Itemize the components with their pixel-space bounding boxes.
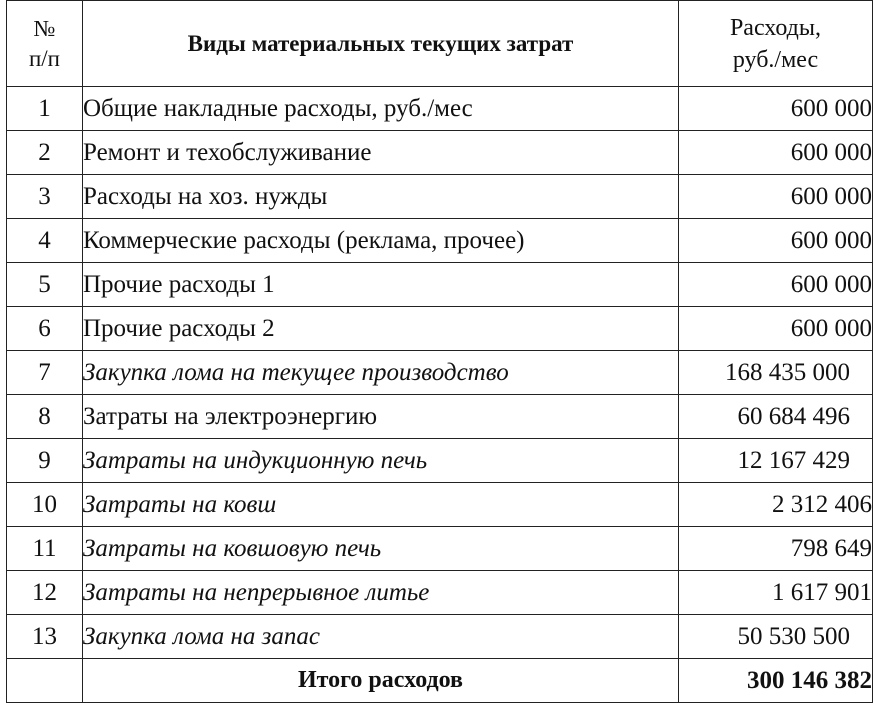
row-number: 1 xyxy=(7,87,83,131)
row-expense-value: 60 684 496 xyxy=(679,395,873,439)
row-cost-type: Закупка лома на запас xyxy=(83,615,679,659)
row-expense-value: 600 000 xyxy=(679,219,873,263)
table-row xyxy=(7,175,873,219)
row-number: 7 xyxy=(7,351,83,395)
row-expense-value: 1 617 901 xyxy=(679,571,873,615)
header-number-abbr: п/п xyxy=(28,45,60,71)
row-cost-type: Затраты на непрерывное литье xyxy=(83,571,679,615)
header-expenses-title: Расходы, xyxy=(729,14,822,41)
table-row xyxy=(7,263,873,307)
row-expense-value: 600 000 xyxy=(679,263,873,307)
row-number: 12 xyxy=(7,571,83,615)
row-cost-type: Прочие расходы 1 xyxy=(83,263,679,307)
header-number-symbol: № xyxy=(33,15,56,41)
header-expenses-unit: руб./мес xyxy=(732,46,819,73)
table-row xyxy=(7,571,873,615)
header-number xyxy=(7,1,83,87)
row-cost-type: Закупка лома на текущее производство xyxy=(83,351,679,395)
table-row xyxy=(7,307,873,351)
table-row xyxy=(7,219,873,263)
total-row xyxy=(7,659,873,703)
row-number: 5 xyxy=(7,263,83,307)
row-expense-value: 600 000 xyxy=(679,175,873,219)
table-row xyxy=(7,439,873,483)
total-value: 300 146 382 xyxy=(679,659,873,703)
row-cost-type: Общие накладные расходы, руб./мес xyxy=(83,87,679,131)
row-expense-value: 2 312 406 xyxy=(679,483,873,527)
row-cost-type: Затраты на ковшовую печь xyxy=(83,527,679,571)
row-cost-type: Расходы на хоз. нужды xyxy=(83,175,679,219)
row-cost-type: Прочие расходы 2 xyxy=(83,307,679,351)
header-cost-type: Виды материальных текущих затрат xyxy=(83,1,679,87)
row-number: 4 xyxy=(7,219,83,263)
row-expense-value: 12 167 429 xyxy=(679,439,873,483)
header-row xyxy=(7,1,873,87)
row-number: 10 xyxy=(7,483,83,527)
row-expense-value: 168 435 000 xyxy=(679,351,873,395)
header-expenses xyxy=(679,1,873,87)
row-cost-type: Затраты на индукционную печь xyxy=(83,439,679,483)
row-number: 2 xyxy=(7,131,83,175)
row-cost-type: Ремонт и техобслуживание xyxy=(83,131,679,175)
row-expense-value: 798 649 xyxy=(679,527,873,571)
table-row xyxy=(7,87,873,131)
row-cost-type: Коммерческие расходы (реклама, прочее) xyxy=(83,219,679,263)
table-row xyxy=(7,395,873,439)
row-number: 8 xyxy=(7,395,83,439)
table-row xyxy=(7,483,873,527)
row-expense-value: 600 000 xyxy=(679,131,873,175)
row-expense-value: 50 530 500 xyxy=(679,615,873,659)
row-number: 13 xyxy=(7,615,83,659)
row-number: 9 xyxy=(7,439,83,483)
row-number: 3 xyxy=(7,175,83,219)
row-expense-value: 600 000 xyxy=(679,307,873,351)
total-number-cell xyxy=(7,659,83,703)
row-expense-value: 600 000 xyxy=(679,87,873,131)
table-row xyxy=(7,351,873,395)
table-row xyxy=(7,615,873,659)
table-row xyxy=(7,527,873,571)
row-cost-type: Затраты на электроэнергию xyxy=(83,395,679,439)
table-body xyxy=(7,87,873,659)
total-label: Итого расходов xyxy=(83,659,679,703)
table-row xyxy=(7,131,873,175)
row-number: 11 xyxy=(7,527,83,571)
row-cost-type: Затраты на ковш xyxy=(83,483,679,527)
costs-table xyxy=(6,0,873,703)
row-number: 6 xyxy=(7,307,83,351)
